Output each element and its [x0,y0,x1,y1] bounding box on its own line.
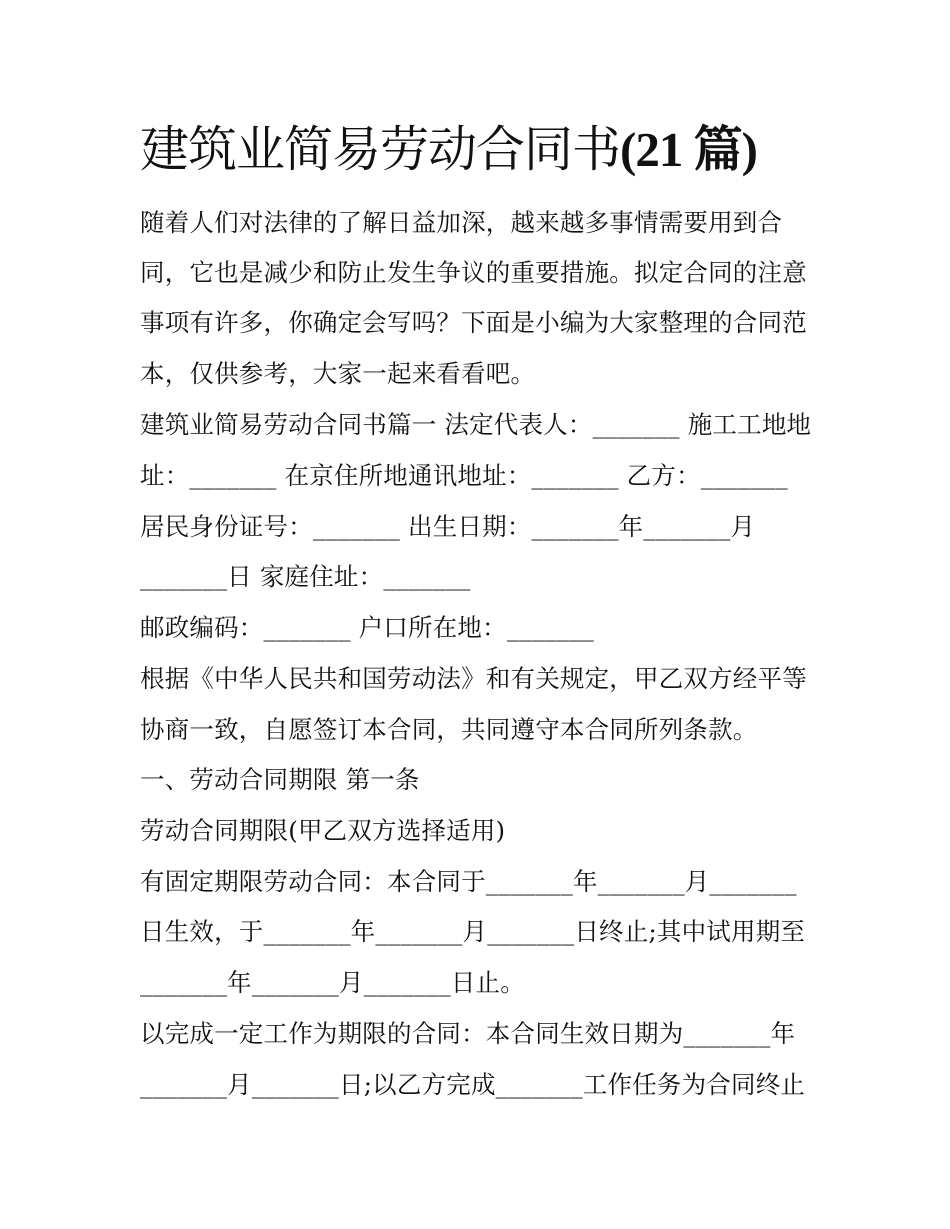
paragraph-line: 日生效，于_______年_______月_______日终止;其中试用期至 [140,917,806,946]
paragraph-line: 劳动合同期限(甲乙双方选择适用) [140,816,506,845]
paragraph-line: _______年_______月_______日止。 [140,968,525,997]
paragraph-line: 根据《中华人民共和国劳动法》和有关规定，甲乙双方经平等 [140,664,807,693]
paragraph-line: _______日 家庭住址：_______ [140,562,471,591]
title-suffix: (21 篇) [620,122,757,177]
paragraph-line: 居民身份证号：_______ 出生日期：_______年_______月 [140,512,756,541]
paragraph-line: 址：_______ 在京住所地通讯地址：_______ 乙方：_______ [140,461,788,490]
paragraph-line: 邮政编码：_______ 户口所在地：_______ [140,613,594,642]
paragraph-line: _______月_______日;以乙方完成_______工作任务为合同终止 [140,1070,806,1099]
paragraph-line: 同，它也是减少和防止发生争议的重要措施。拟定合同的注意 [140,258,807,287]
document-title [140,110,840,190]
paragraph-line: 以完成一定工作为期限的合同：本合同生效日期为_______年 [140,1019,796,1048]
section-heading: 一、劳动合同期限 第一条 [140,765,420,794]
paragraph-line: 事项有许多，你确定会写吗？下面是小编为大家整理的合同范 [140,308,807,337]
paragraph-line: 随着人们对法律的了解日益加深，越来越多事情需要用到合 [140,208,783,237]
paragraph-line: 建筑业简易劳动合同书篇一 法定代表人：_______ 施工工地地 [140,410,812,439]
paragraph-line: 协商一致，自愿签订本合同，共同遵守本合同所列条款。 [140,715,758,744]
paragraph-line: 本，仅供参考，大家一起来看看吧。 [140,359,536,388]
title-text: 建筑业简易劳动合同书 [140,121,621,178]
paragraph-line: 有固定期限劳动合同：本合同于_______年_______月_______ [140,867,797,896]
